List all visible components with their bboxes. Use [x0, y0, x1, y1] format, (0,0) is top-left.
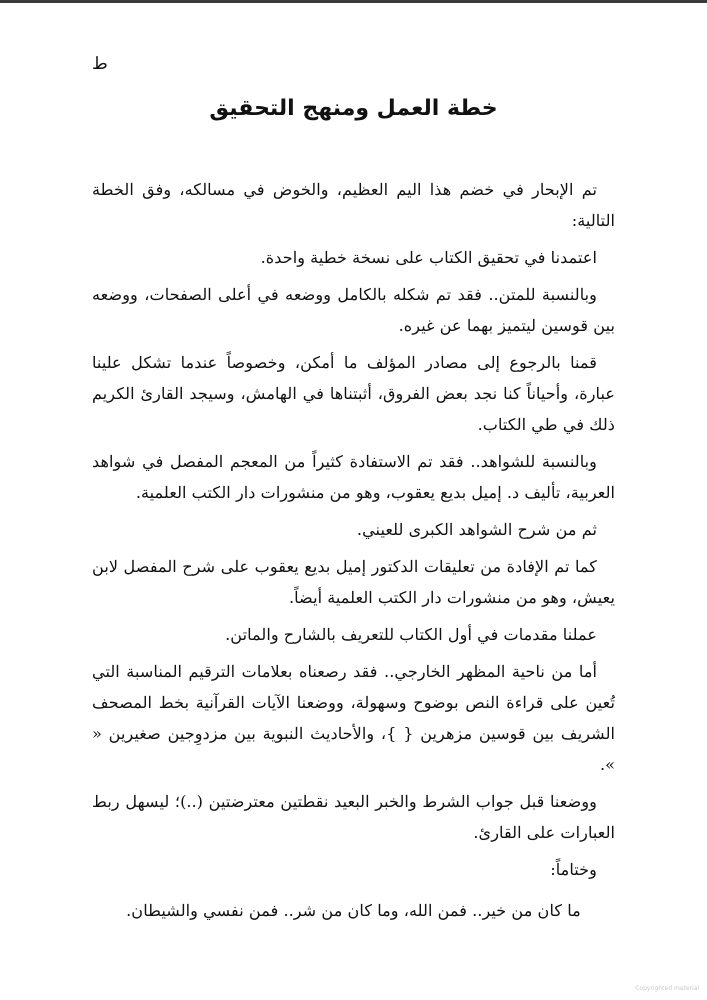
paragraph: وبالنسبة للمتن.. فقد تم شكله بالكامل ووضعه في أعلى الصفحات، ووضعه بين قوسين ليتميز بهما عن غيره. — [92, 285, 615, 335]
top-border — [0, 0, 707, 3]
paragraph: كما تم الإفادة من تعليقات الدكتور إميل بديع يعقوب على شرح المفصل لابن يعيش، وهو من منشورات دار الكتب العلمية أيضاً. — [92, 557, 615, 607]
paragraph: اعتمدنا في تحقيق الكتاب على نسخة خطية واحدة. — [260, 248, 597, 267]
page-title: خطة العمل ومنهج التحقيق — [209, 96, 498, 121]
paragraph: وبالنسبة للشواهد.. فقد تم الاستفادة كثيراً من المعجم المفصل في شواهد العربية، تأليف د. إميل بديع يعقوب، وهو من منشورات دار الكتب العلمية. — [92, 452, 615, 502]
paragraph: ووضعنا قبل جواب الشرط والخبر البعيد نقطتين معترضتين (..)؛ ليسهل ربط العبارات على القارئ. — [92, 792, 615, 842]
paragraph: أما من ناحية المظهر الخارجي.. فقد رصعناه بعلامات الترقيم المناسبة التي تُعين على قراءة النص بوضوح وسهولة، ووضعنا الآيات القرآنية بخط المصحف الشريف بين قوسين مزهرين { }، والأحاديث النبوية بين مزدوِجين صغيرين « ». — [92, 662, 615, 774]
paragraph: قمنا بالرجوع إلى مصادر المؤلف ما أمكن، وخصوصاً عندما تشكل علينا عبارة، وأحياناً كنا نجد بعض الفروق، أثبتناها في الهامش، وسيجد القارئ الكريم ذلك في طي الكتاب. — [92, 353, 615, 434]
page-number: ط — [92, 54, 108, 74]
paragraph: تم الإبحار في خضم هذا اليم العظيم، والخوض في مسالكه، وفق الخطة التالية: — [92, 180, 615, 230]
watermark: Copyrighted material — [635, 985, 699, 992]
closing-line: ما كان من خير.. فمن الله، وما كان من شر.. فمن نفسي والشيطان. — [126, 901, 581, 920]
paragraph: ثم من شرح الشواهد الكبرى للعيني. — [356, 520, 597, 539]
paragraph: وختاماً: — [550, 860, 597, 879]
body-text — [92, 174, 615, 932]
paragraph: عملنا مقدمات في أول الكتاب للتعريف بالشارح والماتن. — [225, 625, 597, 644]
